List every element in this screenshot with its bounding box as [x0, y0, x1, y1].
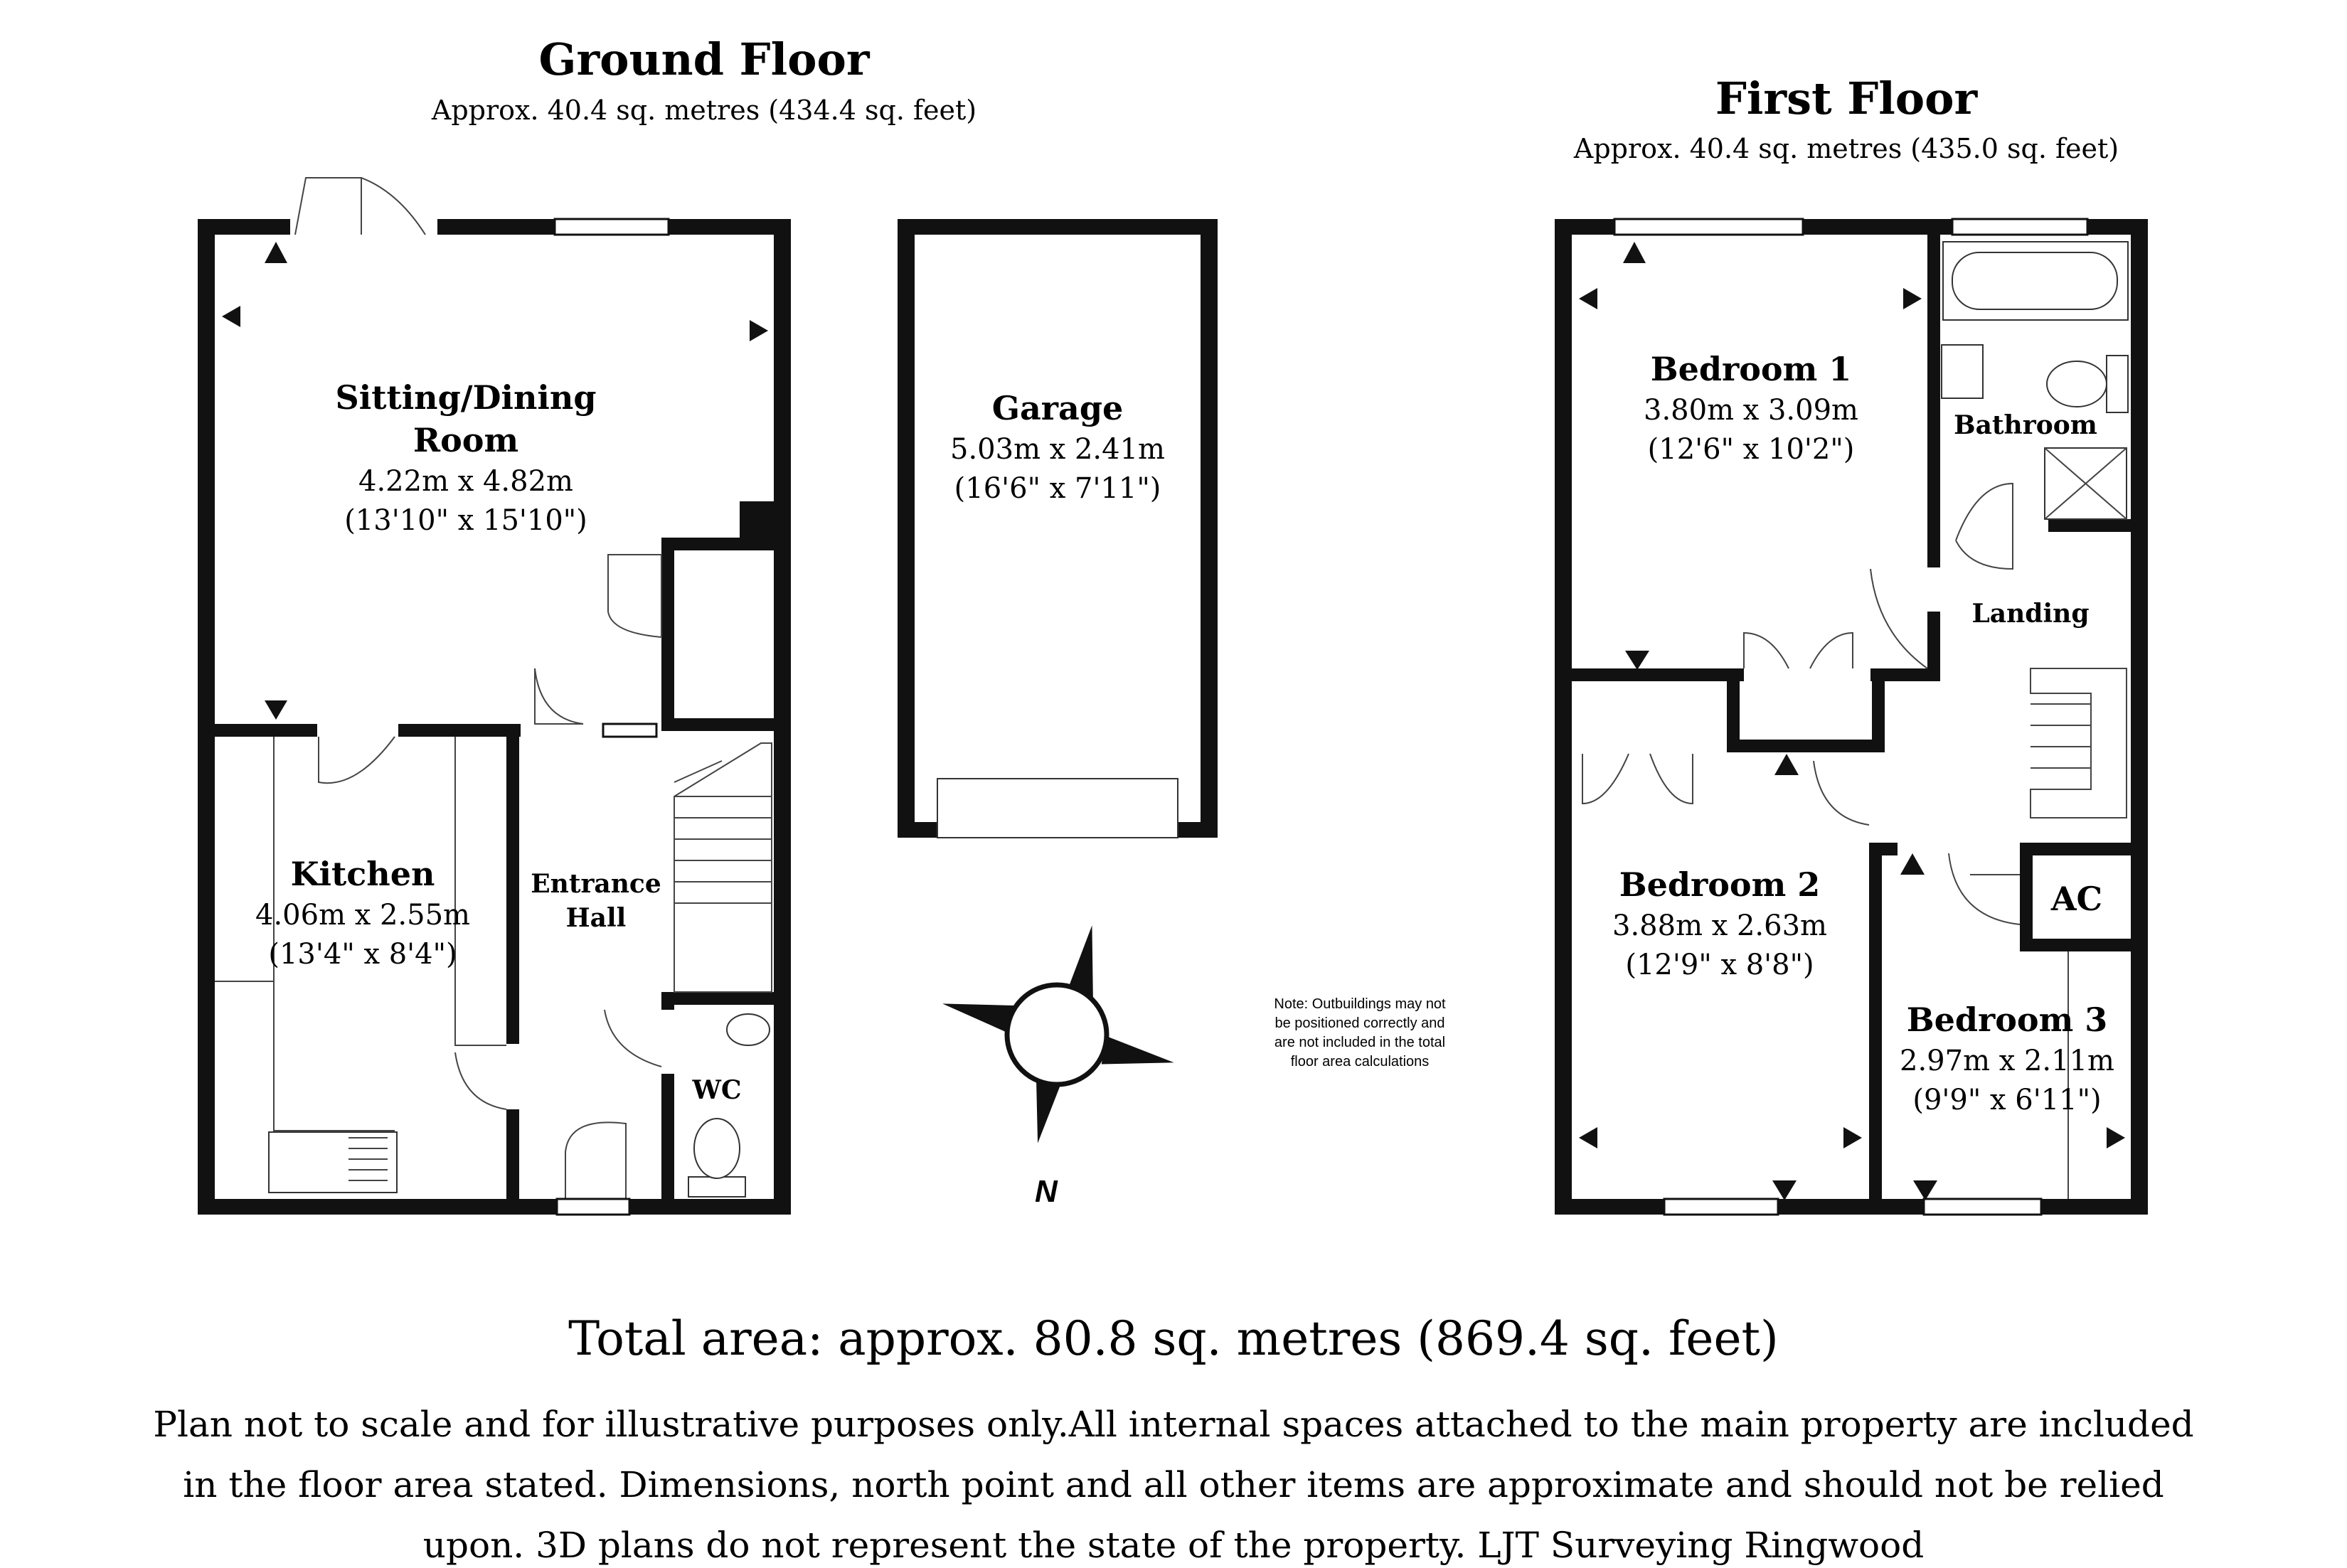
garage — [898, 219, 1218, 838]
window — [1924, 1199, 2041, 1215]
wall — [198, 219, 215, 1215]
sitting-room-label: Room — [413, 421, 519, 459]
window-arrow-icon — [2107, 1127, 2125, 1148]
bedroom-1-dimensions: 3.80m x 3.09m — [1644, 394, 1858, 427]
window-arrow-icon — [1579, 288, 1597, 309]
window-arrow-icon — [222, 306, 240, 327]
total-area: Total area: approx. 80.8 sq. metres (869.4 sq. feet) — [568, 1311, 1779, 1366]
wall — [661, 992, 789, 1005]
note-line: Note: Outbuildings may not — [1274, 996, 1446, 1012]
window — [1952, 219, 2087, 235]
bedroom-2-dimensions: (12'9" x 8'8") — [1625, 949, 1814, 981]
bedroom-2-door — [1814, 761, 1869, 825]
window-arrow-icon — [750, 320, 768, 341]
ground-floor-title: Ground Floor — [538, 33, 870, 85]
entrance-hall-label: Hall — [565, 903, 627, 933]
kitchen-door — [319, 737, 395, 783]
wall — [898, 822, 937, 838]
bathroom-door — [1956, 484, 2013, 569]
compass-north-label: N — [1035, 1174, 1058, 1209]
wall — [2020, 843, 2033, 949]
sitting-room-dimensions: (13'10" x 15'10") — [344, 504, 587, 537]
wall — [1178, 822, 1218, 838]
wall — [661, 637, 674, 726]
disclaimer-line: upon. 3D plans do not represent the state of the property. LJT Surveying Ringwood — [422, 1525, 1925, 1566]
bedroom-3-door — [1949, 853, 2020, 924]
garage-label: Garage — [991, 389, 1124, 427]
kitchen-counter — [274, 737, 395, 1131]
wardrobe-door — [1810, 633, 1853, 668]
window-arrow-icon — [1774, 754, 1799, 775]
outbuildings-note — [1274, 996, 1446, 1070]
wall — [661, 538, 674, 637]
wall — [2131, 219, 2148, 1215]
wall — [1927, 612, 1940, 676]
wall — [1201, 219, 1218, 838]
wall — [661, 718, 789, 731]
wall — [506, 1109, 519, 1209]
window-arrow-icon — [1623, 242, 1646, 263]
garage-dimensions: 5.03m x 2.41m — [950, 433, 1165, 466]
wall — [740, 501, 775, 540]
wc-door — [605, 1010, 661, 1067]
note-line: floor area calculations — [1290, 1054, 1430, 1070]
bedroom-2-wardrobe-door — [1582, 754, 1629, 804]
window-arrow-icon — [1843, 1127, 1862, 1148]
front-door — [565, 1122, 626, 1199]
kitchen-side-door — [455, 1052, 506, 1109]
garage-dimensions: (16'6" x 7'11") — [954, 472, 1161, 505]
wall — [898, 219, 915, 838]
staircase — [674, 743, 772, 992]
hall-door — [535, 668, 583, 724]
wall — [2020, 939, 2148, 951]
wall — [398, 724, 521, 737]
first-floor-title: First Floor — [1715, 73, 1978, 124]
bedroom-1-label: Bedroom 1 — [1650, 350, 1852, 388]
wall — [898, 219, 1218, 235]
basin-icon — [1942, 345, 1983, 398]
toilet-icon — [2047, 356, 2128, 412]
bathroom-label: Bathroom — [1954, 410, 2097, 440]
note-line: are not included in the total — [1274, 1035, 1446, 1050]
wall — [774, 219, 791, 1215]
bedroom-1-door — [1870, 569, 1927, 668]
kitchen-counter — [455, 737, 506, 1045]
wall — [1927, 219, 1940, 567]
kitchen-dimensions: (13'4" x 8'4") — [268, 938, 457, 971]
wall — [629, 1199, 791, 1215]
wardrobe-door — [1744, 633, 1789, 668]
ground-floor — [198, 33, 976, 1215]
window-arrow-icon — [1625, 651, 1649, 670]
ground-floor-area: Approx. 40.4 sq. metres (434.4 sq. feet) — [431, 95, 977, 126]
note-line: be positioned correctly and — [1274, 1015, 1445, 1031]
wall — [1555, 219, 1572, 1215]
wall — [661, 992, 674, 1010]
bedroom-1-dimensions: (12'6" x 10'2") — [1647, 433, 1855, 466]
window-arrow-icon — [265, 700, 287, 720]
window — [555, 219, 669, 235]
entrance-hall-label: Entrance — [531, 869, 661, 899]
bath-icon — [1943, 242, 2128, 320]
toilet-icon — [688, 1119, 745, 1197]
disclaimer-line: Plan not to scale and for illustrative purposes only.All internal spaces attached to the main property are included — [153, 1404, 2194, 1445]
airing-cupboard-label: AC — [2050, 880, 2103, 918]
wc-label: WC — [692, 1075, 742, 1105]
front-door-threshold — [557, 1199, 629, 1215]
bedroom-2-wardrobe-door — [1650, 754, 1693, 804]
window-arrow-icon — [1903, 288, 1922, 309]
window-arrow-icon — [1900, 853, 1925, 875]
french-door-left — [295, 178, 361, 235]
wall — [2020, 843, 2148, 855]
bedroom-3-dimensions: (9'9" x 6'11") — [1912, 1084, 2102, 1116]
window — [603, 724, 656, 737]
first-floor — [1555, 73, 2148, 1215]
wall — [2048, 519, 2148, 532]
bedroom-3-label: Bedroom 3 — [1906, 1001, 2108, 1039]
basin-icon — [727, 1014, 770, 1045]
window-arrow-icon — [1913, 1180, 1937, 1200]
wall — [198, 1199, 557, 1215]
sink-icon — [269, 1132, 397, 1193]
garage-door — [937, 779, 1178, 838]
landing-label: Landing — [1971, 599, 2090, 629]
wall — [1555, 668, 1744, 681]
wall — [1872, 668, 1885, 752]
kitchen-dimensions: 4.06m x 2.55m — [255, 899, 470, 932]
window — [1664, 1199, 1778, 1215]
bedroom-2-dimensions: 3.88m x 2.63m — [1612, 910, 1827, 942]
bedroom-3-dimensions: 2.97m x 2.11m — [1900, 1045, 2114, 1077]
window — [1614, 219, 1803, 235]
compass-rose-icon — [940, 923, 1176, 1209]
disclaimer-line: in the floor area stated. Dimensions, north point and all other items are approximate and should not be relied — [183, 1464, 2164, 1505]
wall — [198, 724, 317, 737]
sitting-room-dimensions: 4.22m x 4.82m — [358, 465, 573, 498]
bedroom-2-label: Bedroom 2 — [1619, 865, 1821, 904]
kitchen-label: Kitchen — [290, 855, 435, 893]
first-floor-area: Approx. 40.4 sq. metres (435.0 sq. feet) — [1573, 133, 2119, 164]
french-door-arc — [361, 178, 425, 235]
wall — [1869, 843, 1882, 1212]
footer — [153, 1311, 2193, 1566]
cupboard-door — [608, 555, 661, 637]
window-arrow-icon — [1579, 1127, 1597, 1148]
wall — [506, 724, 519, 1044]
wall — [661, 1074, 674, 1209]
window-arrow-icon — [265, 242, 287, 263]
wall — [1727, 740, 1885, 752]
sitting-room-label: Sitting/Dining — [335, 378, 597, 417]
window-arrow-icon — [1772, 1180, 1797, 1200]
staircase — [2031, 668, 2127, 818]
wall — [1727, 668, 1740, 750]
wall — [1555, 1199, 2148, 1215]
